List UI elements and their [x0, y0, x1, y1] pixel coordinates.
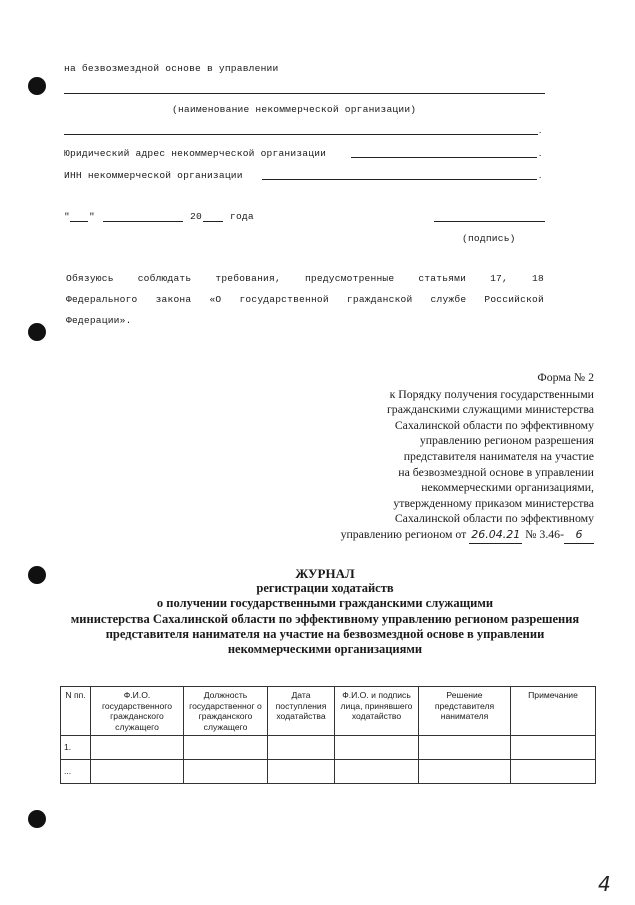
table-cell — [335, 736, 419, 760]
table-cell — [511, 736, 596, 760]
pledge-line-2: Федерального закона «О государственной гражданской службе Российской — [66, 294, 544, 305]
table-cell — [184, 760, 268, 784]
binder-hole — [28, 323, 46, 341]
table-cell — [419, 760, 511, 784]
form-number: Форма № 2 — [537, 370, 594, 384]
order-number-handwritten: 6 — [564, 527, 594, 544]
column-header: Примечание — [511, 687, 596, 736]
signature-caption: (подпись) — [462, 233, 516, 244]
journal-subtitle-line: о получении государственными гражданскими служащими — [156, 596, 494, 611]
table-row — [61, 760, 596, 784]
org-name-underline-2 — [64, 134, 538, 135]
page-number-handwritten: 4 — [598, 872, 611, 896]
line-end-dot: . — [539, 148, 542, 158]
journal-title: ЖУРНАЛ — [295, 566, 355, 581]
table-cell — [511, 760, 596, 784]
legal-address-label: Юридический адрес некоммерческой организации — [64, 148, 327, 159]
annex-line: гражданскими служащими министерства — [386, 402, 594, 417]
date-close-quote: " — [89, 211, 95, 222]
column-header: Ф.И.О. и подпись лица, принявшего ходатайство — [335, 687, 419, 736]
date-year-prefix: 20 — [190, 211, 202, 222]
date-year-suffix: года — [230, 211, 254, 222]
annex-line: Сахалинской области по эффективному — [394, 417, 594, 432]
journal-subtitle-line: представителя нанимателя на участие на безвозмездной основе в управлении — [105, 626, 545, 641]
annex-line: управлению регионом разрешения — [419, 433, 594, 448]
binder-hole — [28, 566, 46, 584]
annex-line: на безвозмездной основе в управлении — [398, 464, 594, 479]
table-cell — [91, 736, 184, 760]
journal-title-block — [50, 566, 600, 657]
annex-line: утвержденному приказом министерства — [393, 495, 594, 510]
order-date-handwritten: 26.04.21 — [469, 527, 522, 544]
binder-hole — [28, 810, 46, 828]
pledge-line-1: Обязуюсь соблюдать требования, предусмотренные статьями 17, 18 — [66, 273, 544, 284]
table-row — [61, 736, 596, 760]
annex-line: Сахалинской области по эффективному — [394, 511, 594, 526]
table-cell — [268, 760, 335, 784]
org-name-caption: (наименование некоммерческой организации) — [172, 104, 417, 115]
column-header: Решение представителя нанимателя — [419, 687, 511, 736]
column-header: N пп. — [61, 687, 91, 736]
annex-line: представителя нанимателя на участие — [403, 448, 594, 463]
journal-subtitle-line: некоммерческими организациями — [227, 642, 423, 657]
column-header: Дата поступления ходатайства — [268, 687, 335, 736]
org-name-underline — [64, 93, 545, 94]
date-open-quote: " — [64, 211, 70, 222]
pledge-line-3: Федерации». — [66, 315, 132, 326]
date-month-field — [103, 221, 183, 222]
signature-field — [434, 221, 545, 222]
journal-subtitle-line: регистрации ходатайств — [256, 581, 394, 596]
annex-order-line: управлению регионом от 26.04.21 № 3.46- 6 — [294, 527, 594, 544]
table-cell — [268, 736, 335, 760]
inn-label: ИНН некоммерческой организации — [64, 170, 243, 181]
table-header-row — [61, 687, 596, 736]
table-cell: ... — [61, 760, 91, 784]
table-cell — [184, 736, 268, 760]
table-cell — [335, 760, 419, 784]
journal-table — [60, 686, 596, 784]
table-cell — [419, 736, 511, 760]
line-end-dot: . — [539, 170, 542, 180]
date-year-field — [203, 221, 223, 222]
date-day-field — [70, 221, 88, 222]
column-header: Ф.И.О. государственного гражданского служащего — [91, 687, 184, 736]
annex-line: некоммерческими организациями, — [421, 480, 594, 495]
table-cell — [91, 760, 184, 784]
binder-hole — [28, 77, 46, 95]
table-cell: 1. — [61, 736, 91, 760]
legal-address-field — [351, 157, 537, 158]
inn-field — [262, 179, 537, 180]
line-end-dot: . — [539, 125, 542, 135]
journal-subtitle-line: министерства Сахалинской области по эффективному управлению регионом разрешения — [70, 611, 580, 626]
form-line-management: на безвозмездной основе в управлении — [64, 63, 279, 74]
annex-heading — [294, 370, 594, 544]
annex-line: к Порядку получения государственными — [389, 386, 594, 401]
column-header: Должность государственног о гражданского служащего — [184, 687, 268, 736]
